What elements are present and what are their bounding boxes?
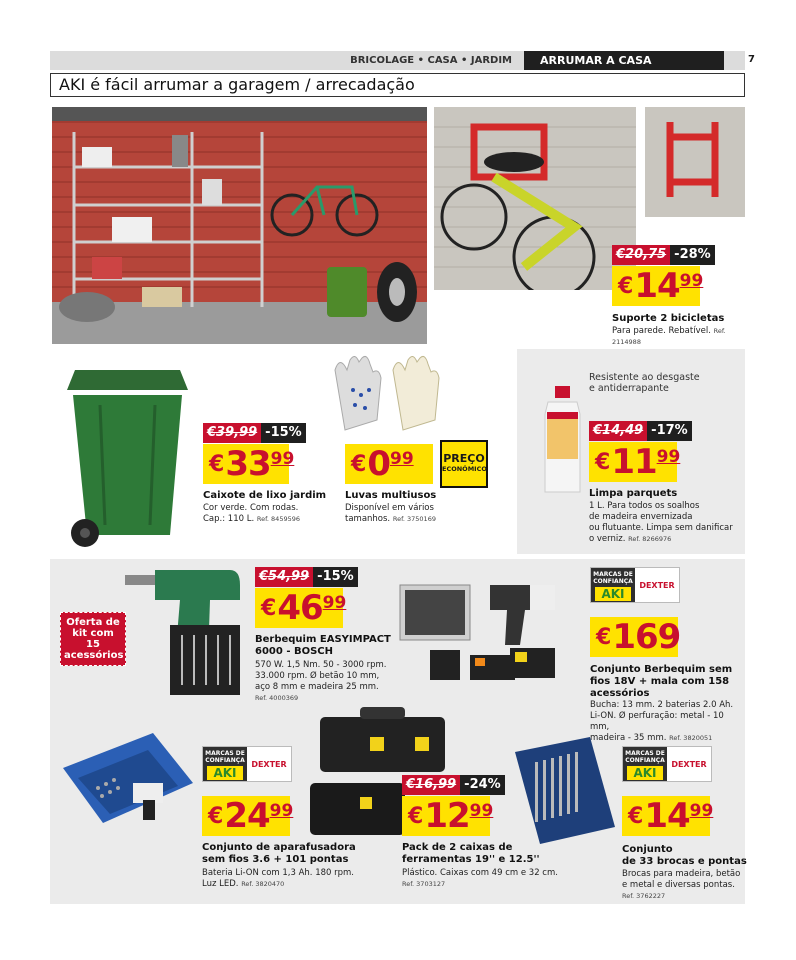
bike-rack-closeup-photo: [645, 107, 745, 217]
toolbox-price: € 12 99: [402, 796, 490, 836]
toolbox-title: Pack de 2 caixas de ferramentas 19'' e 12.5'': [402, 842, 540, 865]
bin-old-price-box: [203, 423, 306, 443]
drill-title: Berbequim EASYIMPACT 6000 - BOSCH: [255, 634, 391, 657]
bike-old-price-box: [612, 245, 715, 265]
screwdriver-price: € 24 99: [202, 796, 290, 836]
drillset-title: Conjunto Berbequim sem fios 18V + mala com 158 acessórios: [590, 664, 733, 699]
bin-title: Caixote de lixo jardim: [203, 490, 327, 501]
bits-price: € 14 99: [622, 796, 710, 836]
bike-discount: -28%: [670, 245, 715, 265]
bin-desc: Cor verde. Com rodas. Cap.: 110 L. Ref. 8459596: [203, 503, 300, 524]
bin-price: € 33 99: [203, 444, 289, 484]
brand-logo-drillset: MARCAS DE CONFIANÇA AKI DEXTER: [590, 567, 680, 603]
drill-old-price-box: [255, 567, 358, 587]
parquet-desc: 1 L. Para todos os soalhos de madeira envernizada ou flutuante. Limpa sem danificar o verniz. Ref. 8266976: [589, 501, 733, 544]
bin-discount: -15%: [261, 423, 306, 443]
screwdriver-desc: Bateria Li-ON com 1,3 Ah. 180 rpm. Luz LED. Ref. 3820470: [202, 868, 354, 889]
gloves-price: € 0 99: [345, 444, 433, 484]
gloves-title: Luvas multiusos: [345, 490, 437, 501]
offer-badge: Oferta de kit com 15 acessórios: [60, 612, 126, 666]
screwdriver-set-photo: [58, 728, 198, 838]
bin-old-price: €39,99: [203, 423, 261, 443]
section-label: BRICOLAGE • CASA • JARDIM: [350, 55, 512, 66]
parquet-title: Limpa parquets: [589, 488, 678, 499]
cordless-drill-set-photo: [395, 570, 585, 695]
drillset-price: € 169: [590, 617, 678, 657]
drill-price: € 46 99: [255, 588, 343, 628]
drill-bits-photo: [510, 732, 620, 850]
page-number: 7: [748, 54, 755, 65]
parquet-discount: -17%: [647, 421, 692, 441]
drill-desc: 570 W. 1,5 Nm. 50 - 3000 rpm. 33.000 rpm. Ø betão 10 mm, aço 8 mm e madeira 25 mm. Ref. 4000369: [255, 660, 387, 702]
screwdriver-title: Conjunto de aparafusadora sem fios 3.6 + 101 pontas: [202, 842, 356, 865]
toolbox-desc: Plástico. Caixas com 49 cm e 32 cm. Ref. 3703127: [402, 868, 558, 888]
category-label: ARRUMAR A CASA: [524, 51, 724, 70]
economic-price-badge: PREÇO ECONÓMICO: [440, 440, 488, 488]
parquet-bottle-photo: [540, 384, 585, 494]
bits-title: Conjunto de 33 brocas e pontas: [622, 844, 747, 867]
drill-discount: -15%: [313, 567, 358, 587]
garage-photo: [52, 107, 427, 344]
bike-old-price: €20,75: [612, 245, 670, 265]
bike-rack-photo: [434, 107, 636, 290]
bike-price: € 14 99: [612, 266, 700, 306]
gloves-desc: Disponível em vários tamanhos. Ref. 3750169: [345, 503, 436, 524]
parquet-old-price: €14,49: [589, 421, 647, 441]
bosch-drill-photo: [120, 565, 250, 705]
section-header-bar: [50, 51, 745, 70]
parquet-price: € 11 99: [589, 442, 677, 482]
bits-desc: Brocas para madeira, betão e metal e diversas pontas. Ref. 3762227: [622, 869, 741, 900]
drill-old-price: €54,99: [255, 567, 313, 587]
gloves-photo: [325, 350, 450, 440]
brand-logo-screwdriver: MARCAS DE CONFIANÇA AKI DEXTER: [202, 746, 292, 782]
toolbox-old-price-box: [402, 775, 505, 795]
parquet-old-price-box: [589, 421, 692, 441]
bike-desc: Para parede. Rebatível. Ref. 2114988: [612, 326, 726, 346]
brand-logo-bits: MARCAS DE CONFIANÇA AKI DEXTER: [622, 746, 712, 782]
toolbox-old-price: €16,99: [402, 775, 460, 795]
drillset-desc: Bucha: 13 mm. 2 baterias 2.0 Ah. Li-ON. Ø perfuração: metal - 10 mm, madeira - 35 mm. Ref. 3820051: [590, 700, 734, 743]
trash-bin-photo: [55, 355, 200, 550]
bike-title: Suporte 2 bicicletas: [612, 313, 725, 324]
page-title: AKI é fácil arrumar a garagem / arrecadação: [50, 73, 745, 97]
parquet-callout: Resistente ao desgaste e antiderrapante: [589, 372, 700, 394]
toolbox-discount: -24%: [460, 775, 505, 795]
